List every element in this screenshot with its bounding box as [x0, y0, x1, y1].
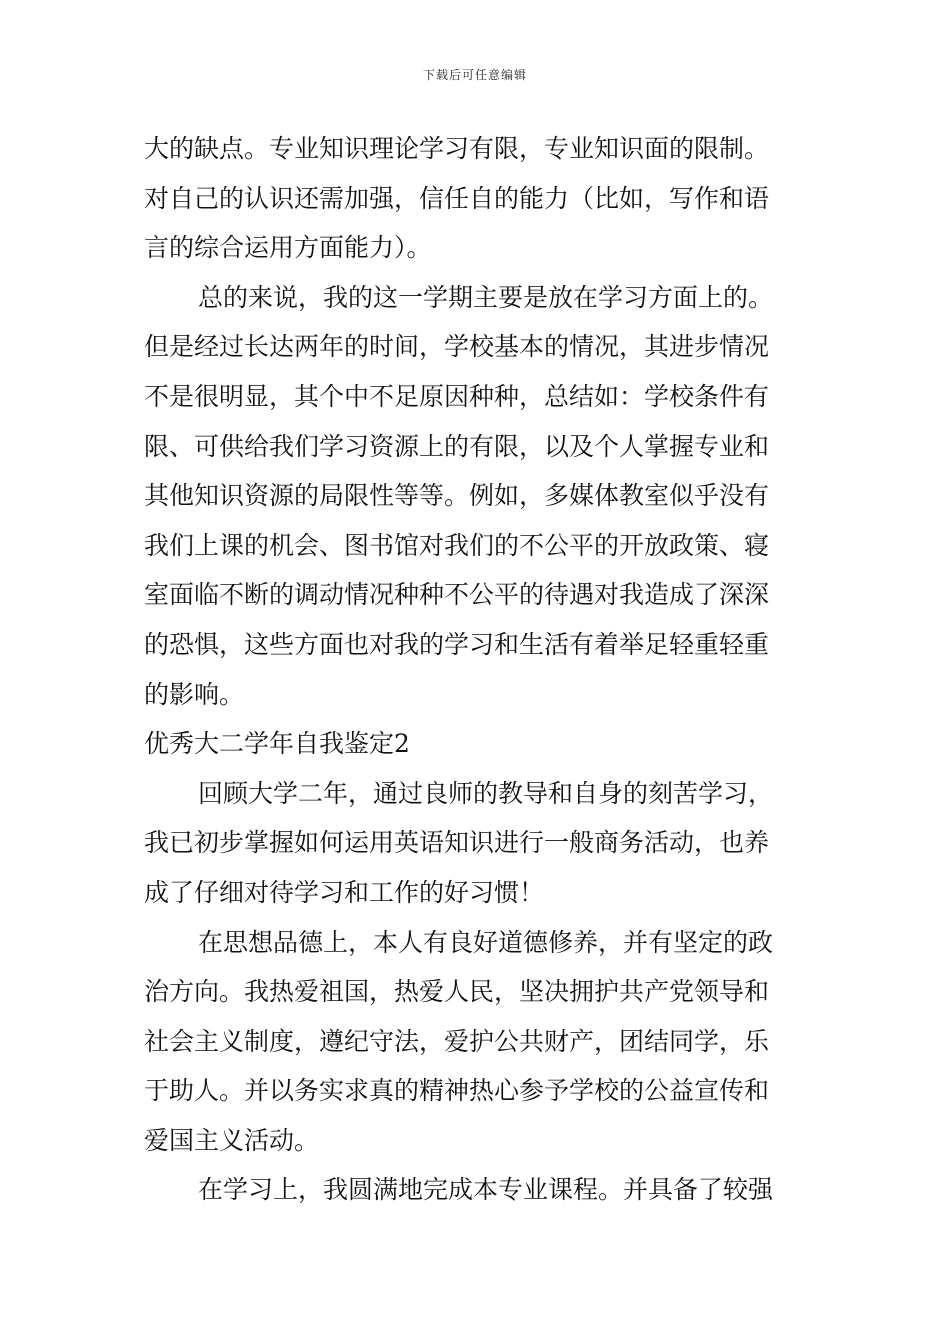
text-line: 社会主义制度，遵纪守法，爱护公共财产，团结同学，乐 [144, 1026, 770, 1056]
text-line: 大的缺点。专业知识理论学习有限，专业知识面的限制。 [144, 134, 770, 163]
document-body [144, 124, 808, 1215]
text-line: 的恐惧，这些方面也对我的学习和生活有着举足轻重轻重 [144, 629, 770, 659]
text-line: 治方向。我热爱祖国，热爱人民，坚决拥护共产党领导和 [144, 977, 770, 1007]
text-line: 其他知识资源的局限性等等。例如，多媒体教室似乎没有 [144, 481, 770, 511]
text-line: 限、可供给我们学习资源上的有限，以及个人掌握专业和 [144, 431, 770, 461]
header-note: 下载后可任意编辑 [422, 68, 527, 82]
paragraph-start-line: 在思想品德上，本人有良好道德修养，并有坚定的政 [198, 927, 774, 957]
text-line: 爱国主义活动。 [144, 1125, 320, 1155]
text-line: 对自己的认识还需加强，信任自的能力（比如，写作和语 [144, 183, 770, 213]
text-line: 成了仔细对待学习和工作的好习惯！ [144, 877, 545, 907]
text-line: 室面临不断的调动情况种种不公平的待遇对我造成了深深 [144, 580, 770, 610]
text-line: 我已初步掌握如何运用英语知识进行一般商务活动，也养 [144, 828, 770, 858]
text-line: 我们上课的机会、图书馆对我们的不公平的开放政策、寝 [144, 530, 770, 560]
text-line: 不是很明显，其个中不足原因种种，总结如：学校条件有 [144, 381, 770, 411]
text-line: 但是经过长达两年的时间，学校基本的情况，其进步情况 [144, 332, 770, 362]
paragraph-start-line: 在学习上，我圆满地完成本专业课程。并具备了较强 [198, 1175, 774, 1205]
text-line: 言的综合运用方面能力）。 [144, 233, 432, 263]
text-line: 的影响。 [144, 679, 245, 709]
paragraph-start-line: 总的来说，我的这一学期主要是放在学习方面上的。 [198, 282, 774, 312]
paragraph-start-line: 回顾大学二年，通过良师的教导和自身的刻苦学习， [198, 778, 774, 808]
section-heading: 优秀大二学年自我鉴定2 [144, 729, 410, 759]
text-line: 于助人。并以务实求真的精神热心参予学校的公益宣传和 [144, 1076, 770, 1106]
